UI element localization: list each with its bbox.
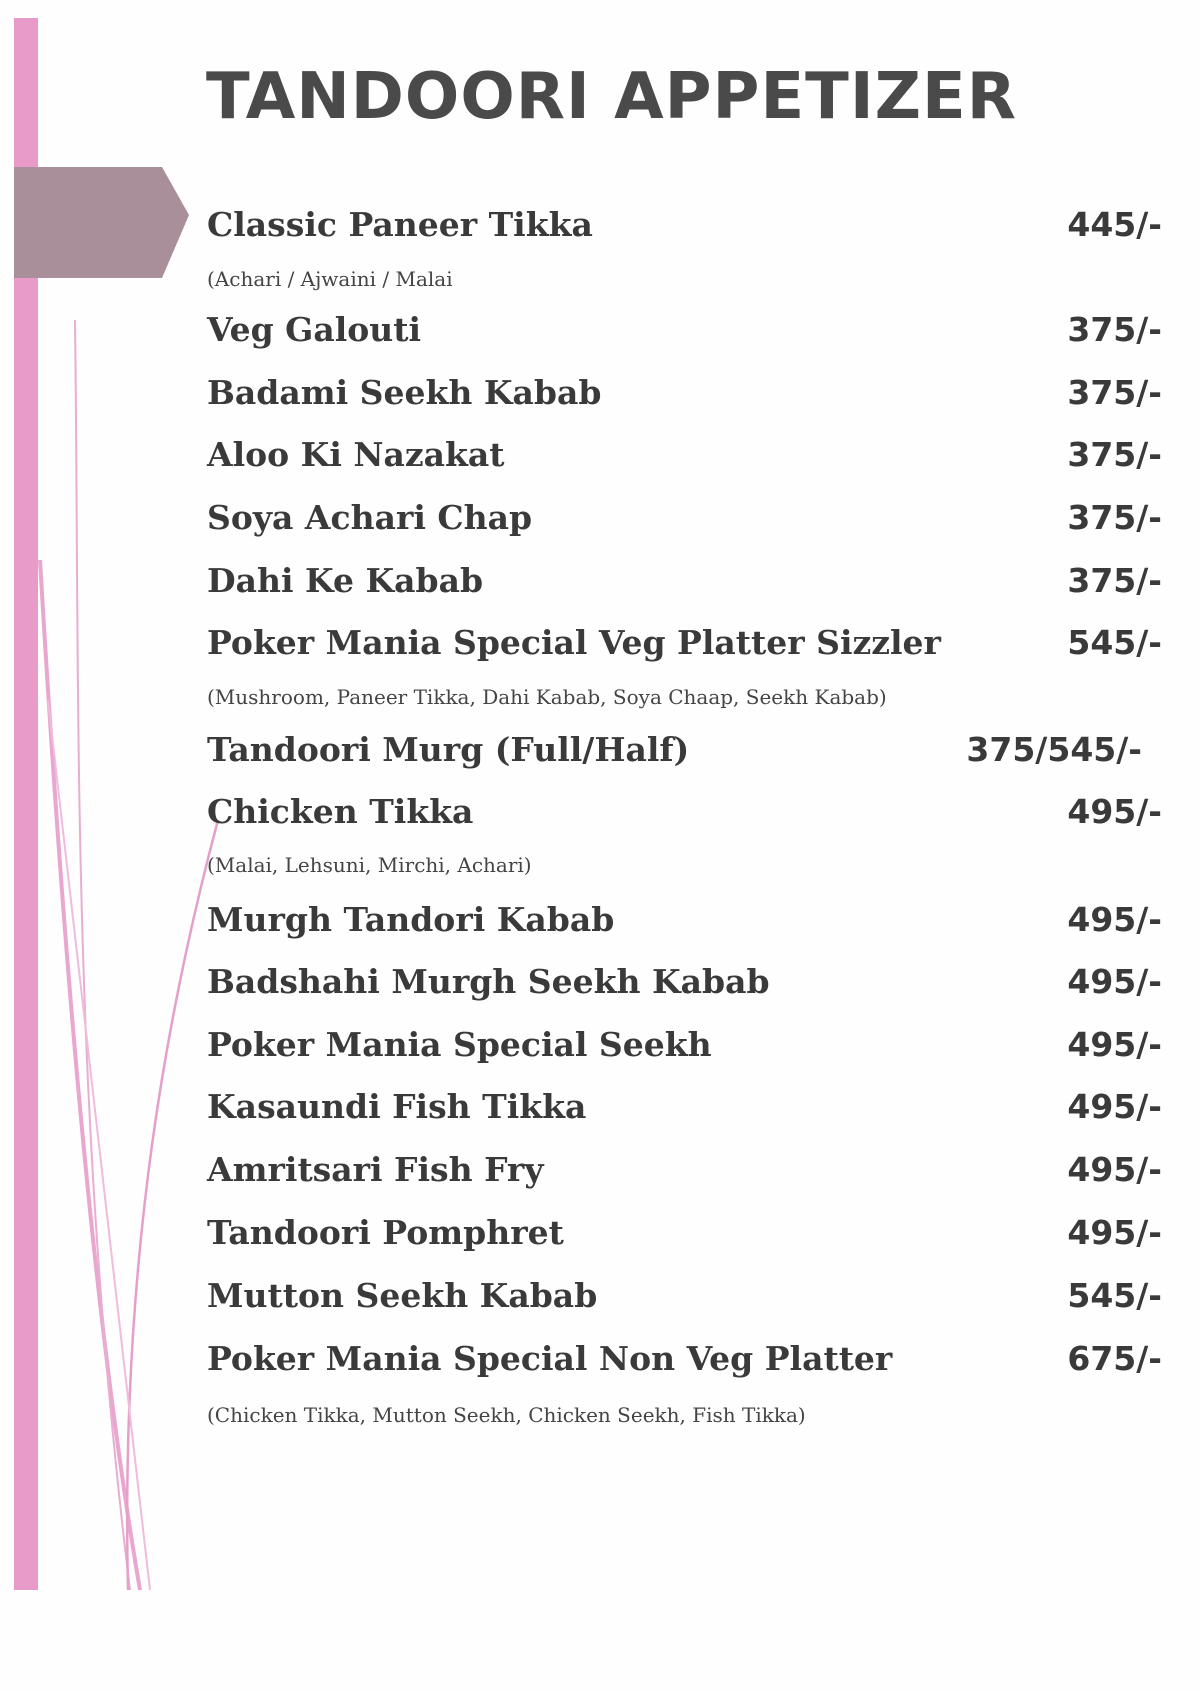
item-price: 675/- xyxy=(1067,1339,1162,1378)
item-price: 375/- xyxy=(1067,561,1162,600)
item-price: 375/- xyxy=(1067,310,1162,349)
item-name: Amritsari Fish Fry xyxy=(207,1150,544,1189)
item-name: Badshahi Murgh Seekh Kabab xyxy=(207,962,770,1001)
item-note: (Achari / Ajwaini / Malai xyxy=(207,267,453,291)
item-price: 445/- xyxy=(1067,205,1162,244)
menu-item xyxy=(207,962,1162,1006)
item-name: Veg Galouti xyxy=(207,310,422,349)
item-name: Poker Mania Special Seekh xyxy=(207,1025,712,1064)
item-price: 375/545/- xyxy=(966,730,1142,769)
item-name: Chicken Tikka xyxy=(207,792,474,831)
item-note: (Mushroom, Paneer Tikka, Dahi Kabab, Soya Chaap, Seekh Kabab) xyxy=(207,685,887,709)
menu-item xyxy=(207,1213,1162,1257)
item-name: Poker Mania Special Non Veg Platter xyxy=(207,1339,893,1378)
item-name: Soya Achari Chap xyxy=(207,498,533,537)
item-name: Dahi Ke Kabab xyxy=(207,561,484,600)
item-name: Aloo Ki Nazakat xyxy=(207,435,505,474)
menu-title: TANDOORI APPETIZER xyxy=(206,60,1018,134)
menu-item xyxy=(207,498,1162,542)
item-name: Tandoori Pomphret xyxy=(207,1213,564,1252)
item-price: 545/- xyxy=(1067,623,1162,662)
item-note: (Malai, Lehsuni, Mirchi, Achari) xyxy=(207,853,532,877)
item-price: 495/- xyxy=(1067,792,1162,831)
item-name: Poker Mania Special Veg Platter Sizzler xyxy=(207,623,941,662)
menu-item xyxy=(207,373,1162,417)
item-note: (Chicken Tikka, Mutton Seekh, Chicken Seekh, Fish Tikka) xyxy=(207,1403,806,1427)
menu-item xyxy=(207,1339,1162,1383)
item-name: Badami Seekh Kabab xyxy=(207,373,602,412)
item-price: 375/- xyxy=(1067,435,1162,474)
arrow-banner xyxy=(14,167,189,278)
menu-item xyxy=(207,435,1162,479)
item-name: Classic Paneer Tikka xyxy=(207,205,593,244)
curve-line-3 xyxy=(75,320,130,1590)
item-name: Kasaundi Fish Tikka xyxy=(207,1087,587,1126)
item-price: 495/- xyxy=(1067,962,1162,1001)
menu-item xyxy=(207,1025,1162,1069)
menu-item xyxy=(207,792,1162,836)
menu-item xyxy=(207,1276,1162,1320)
item-price: 375/- xyxy=(1067,373,1162,412)
menu-item xyxy=(207,623,1162,667)
item-price: 495/- xyxy=(1067,1087,1162,1126)
curve-line-4 xyxy=(127,820,218,1590)
item-price: 495/- xyxy=(1067,1150,1162,1189)
curve-line-5 xyxy=(48,700,150,1590)
menu-item xyxy=(207,900,1162,944)
menu-item xyxy=(207,1150,1162,1194)
item-name: Mutton Seekh Kabab xyxy=(207,1276,598,1315)
item-price: 495/- xyxy=(1067,900,1162,939)
item-price: 495/- xyxy=(1067,1025,1162,1064)
menu-item xyxy=(207,561,1162,605)
menu-item xyxy=(207,310,1162,354)
menu-item xyxy=(207,1087,1162,1131)
item-price: 375/- xyxy=(1067,498,1162,537)
item-name: Murgh Tandori Kabab xyxy=(207,900,615,939)
item-name: Tandoori Murg (Full/Half) xyxy=(207,730,690,769)
menu-item xyxy=(207,730,1162,774)
menu-item xyxy=(207,205,1162,249)
item-price: 545/- xyxy=(1067,1276,1162,1315)
item-price: 495/- xyxy=(1067,1213,1162,1252)
